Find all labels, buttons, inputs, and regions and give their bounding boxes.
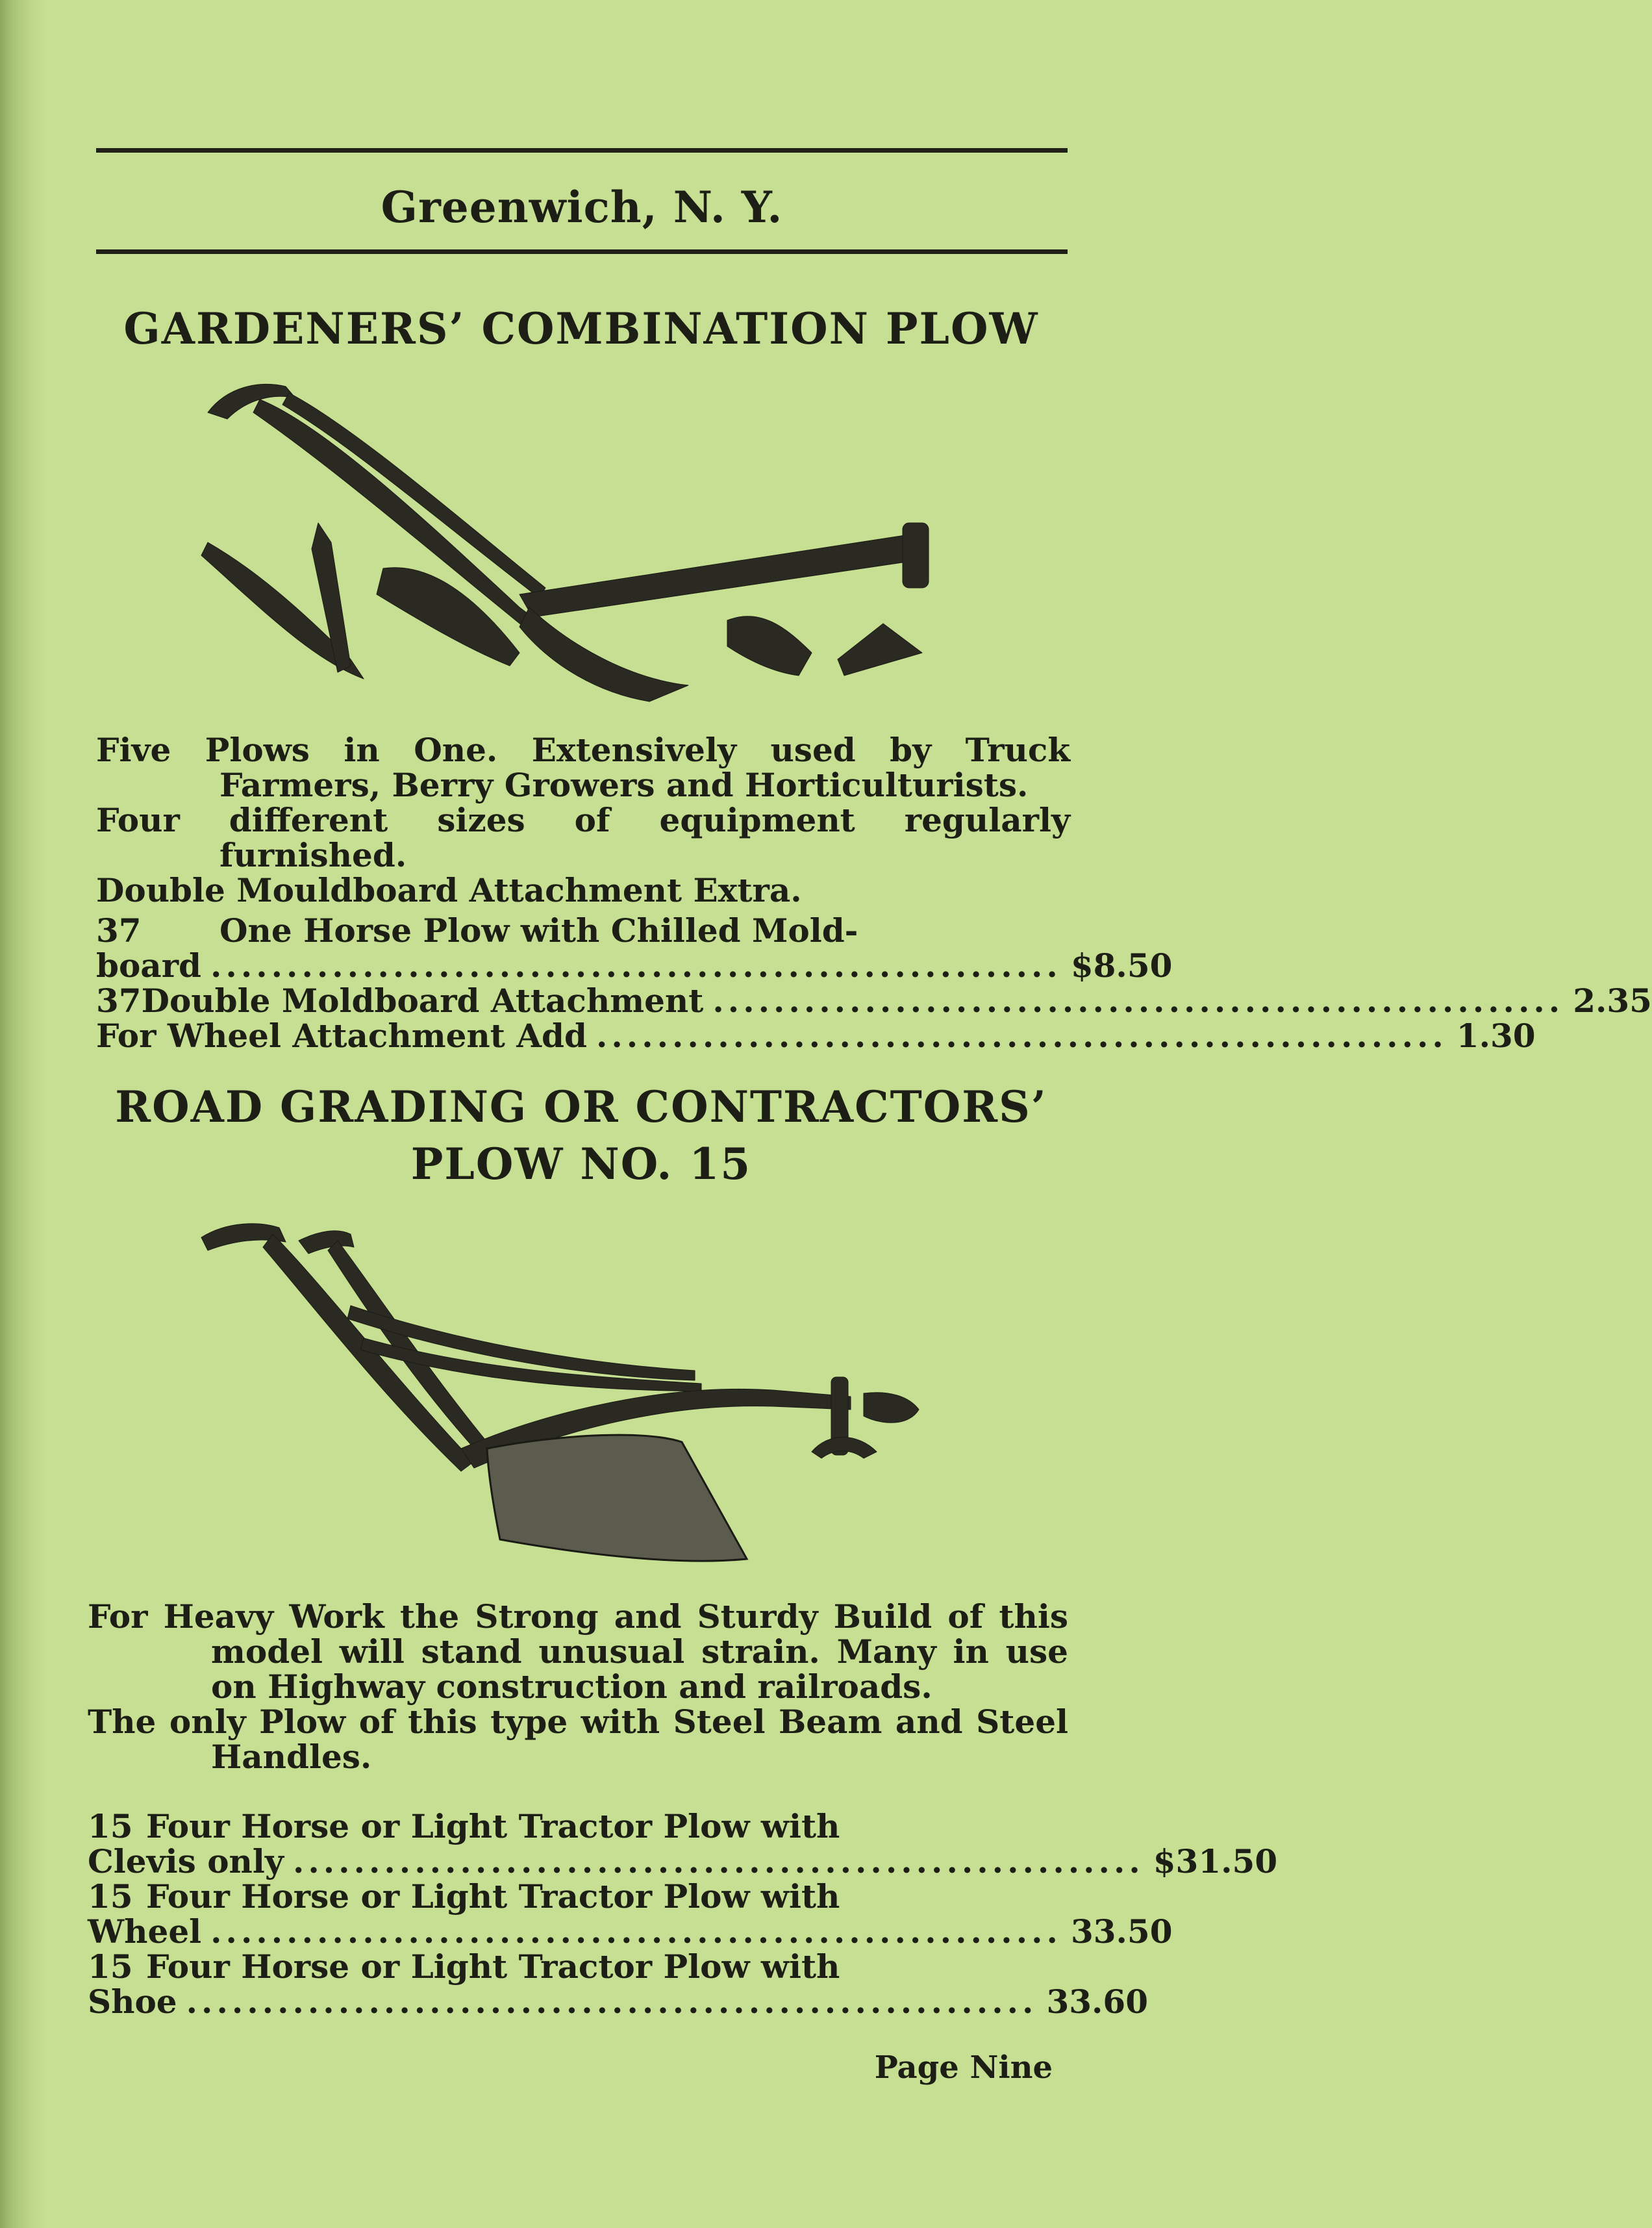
section1-description-line: Four different sizes of equipment regularly furnished. xyxy=(96,801,1070,874)
item-description: One Horse Plow with Chilled Mold- xyxy=(219,911,858,950)
item-description: Wheel xyxy=(88,1912,202,1951)
leader-dots: ........................................................ xyxy=(186,1982,1038,2021)
page-binding-edge xyxy=(0,0,45,2228)
section1-description xyxy=(96,733,1070,908)
section2-item-row xyxy=(88,1842,1278,1880)
section1-item-row xyxy=(96,946,1173,985)
section2-description xyxy=(88,1599,1068,1775)
contractors-plow-illustration xyxy=(188,1202,968,1578)
section1-item-row xyxy=(96,1017,1536,1055)
item-description: Four Horse or Light Tractor Plow with xyxy=(146,1807,840,1845)
section1-description-line: Double Mouldboard Attachment Extra. xyxy=(96,871,802,909)
section2-item-row xyxy=(88,1949,1049,1984)
section2-description-line: The only Plow of this type with Steel Beam and Steel Handles. xyxy=(88,1703,1068,1776)
header-location: Greenwich, N. Y. xyxy=(381,182,783,233)
item-number: 37 xyxy=(96,911,142,950)
item-price: 33.60 xyxy=(1046,1982,1149,2021)
section2-item-row xyxy=(88,1809,1049,1844)
section2-title-line: PLOW NO. 15 xyxy=(410,1139,752,1189)
section2-item-row xyxy=(88,1982,1149,2021)
gardeners-combination-plow-illustration xyxy=(156,373,974,718)
leader-dots: ........................................................ xyxy=(595,1017,1447,1055)
section1-item-row xyxy=(96,981,1652,1020)
leader-dots: ........................................................ xyxy=(210,1912,1062,1951)
item-number: 15 xyxy=(88,1807,133,1845)
page-number: Page Nine xyxy=(874,2049,1053,2086)
section1-title: GARDENERS’ COMBINATION PLOW xyxy=(123,303,1039,354)
section1-description-line: Five Plows in One. Extensively used by Truck Farmers, Berry Growers and Horticulturists. xyxy=(96,731,1070,804)
item-price: $31.50 xyxy=(1153,1842,1278,1880)
section2-item-row xyxy=(88,1879,1049,1914)
item-description: board xyxy=(96,946,202,985)
item-price: 33.50 xyxy=(1070,1912,1173,1951)
item-description: For Wheel Attachment Add xyxy=(96,1017,587,1055)
section2-item-row xyxy=(88,1912,1173,1951)
header-bottom-rule xyxy=(96,249,1068,254)
item-number: 37 xyxy=(96,981,142,1020)
item-number: 15 xyxy=(88,1947,133,1986)
leader-dots: ........................................................ xyxy=(712,981,1564,1020)
item-price: 2.35 xyxy=(1573,981,1652,1020)
item-price: $8.50 xyxy=(1070,946,1173,985)
item-description: Clevis only xyxy=(88,1842,284,1880)
section2-title-line: ROAD GRADING OR CONTRACTORS’ xyxy=(115,1082,1047,1132)
section2-title xyxy=(71,1078,1091,1193)
header-top-rule xyxy=(96,148,1068,153)
section2-description-line: For Heavy Work the Strong and Sturdy Build of this model will stand unusual strain. Many in use on Highway construction and railroads. xyxy=(88,1597,1068,1706)
leader-dots: ........................................................ xyxy=(292,1842,1144,1880)
item-description: Shoe xyxy=(88,1982,177,2021)
item-description: Four Horse or Light Tractor Plow with xyxy=(146,1947,840,1986)
section1-item-row xyxy=(96,913,1057,948)
item-number: 15 xyxy=(88,1877,133,1916)
item-price: 1.30 xyxy=(1456,1017,1536,1055)
item-description: Double Moldboard Attachment xyxy=(141,981,704,1020)
leader-dots: ........................................................ xyxy=(210,946,1062,985)
item-description: Four Horse or Light Tractor Plow with xyxy=(146,1877,840,1916)
